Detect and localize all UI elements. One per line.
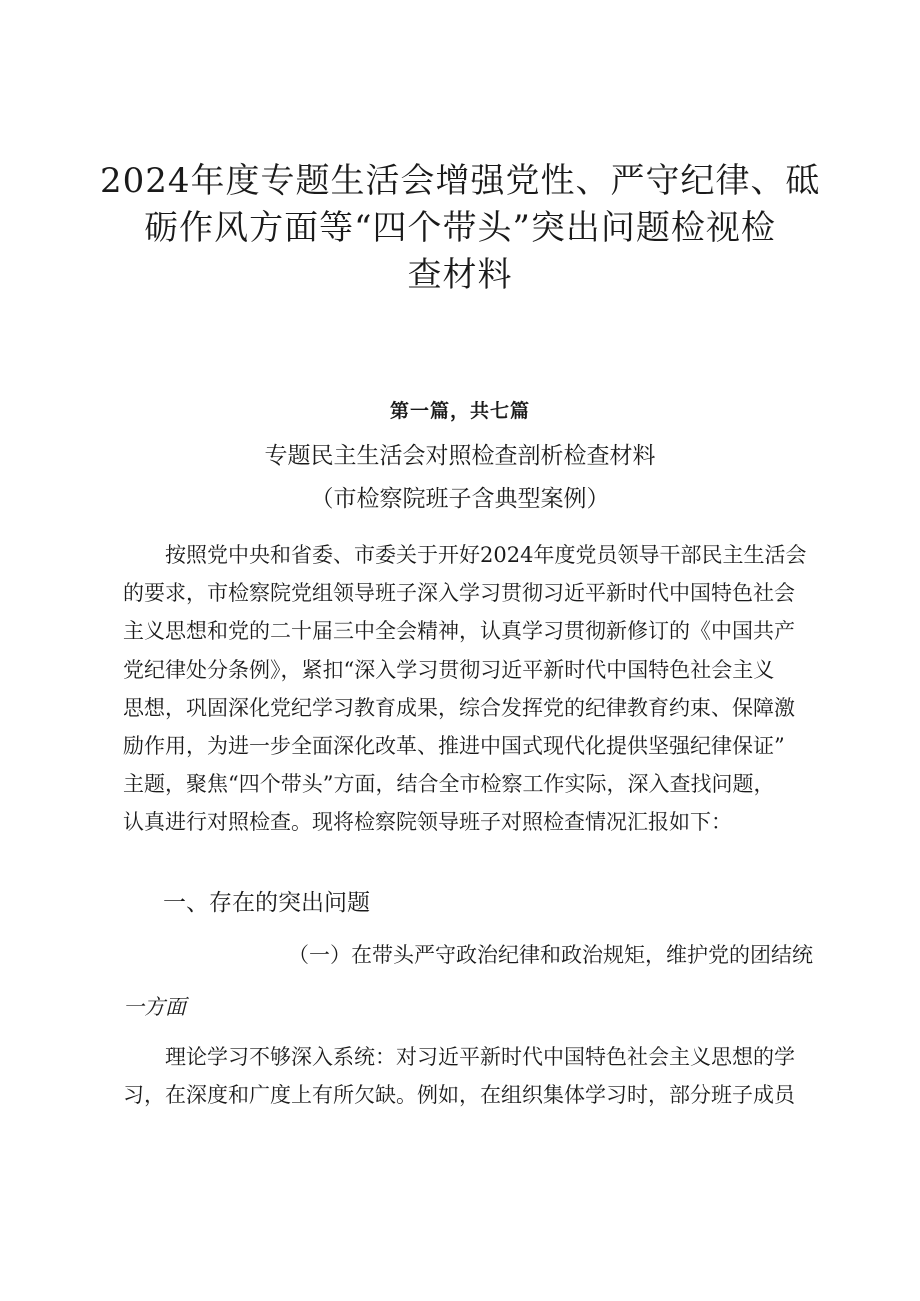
body-line: 理论学习不够深入系统：对习近平新时代中国特色社会主义思想的学 [165, 1045, 795, 1069]
title-line-3: 查材料 [407, 255, 513, 295]
intro-line: 党纪律处分条例》，紧扣“深入学习贯彻习近平新时代中国特色社会主义 [123, 657, 775, 682]
intro-line: 的要求，市检察院党组领导班子深入学习贯彻习近平新时代中国特色社会 [123, 581, 795, 606]
subsection-line-2: 一方面 [123, 995, 186, 1019]
document-title [100, 158, 820, 299]
section-heading: 一、存在的突出问题 [163, 890, 370, 916]
title-line-2: 砺作风方面等“四个带头”突出问题检视检 [144, 208, 776, 248]
intro-line: 励作用，为进一步全面深化改革、推进中国式现代化提供坚强纪律保证” [123, 734, 785, 759]
intro-line: 主义思想和党的二十届三中全会精神，认真学习贯彻新修订的《中国共产 [123, 619, 795, 644]
intro-line: 按照党中央和省委、市委关于开好2024年度党员领导干部民主生活会 [165, 543, 807, 567]
title-line-1: 2024年度专题生活会增强党性、严守纪律、砥 [100, 161, 821, 201]
body-line: 习，在深度和广度上有所欠缺。例如，在组织集体学习时，部分班子成员 [123, 1083, 795, 1108]
intro-line: 主题，聚焦“四个带头”方面，结合全市检察工作实际，深入查找问题， [123, 772, 775, 797]
body-paragraph [123, 1038, 813, 1114]
doc-subtitle: （市检察院班子含典型案例） [310, 486, 610, 512]
series-label: 第一篇，共七篇 [389, 400, 530, 422]
intro-paragraph [123, 536, 813, 842]
intro-line: 认真进行对照检查。现将检察院领导班子对照检查情况汇报如下： [123, 810, 732, 835]
subsection-heading [123, 929, 813, 1033]
intro-line: 思想，巩固深化党纪学习教育成果，综合发挥党的纪律教育约束、保障激 [123, 695, 795, 720]
doc-title: 专题民主生活会对照检查剖析检查材料 [264, 443, 656, 469]
subsection-line-1: （一）在带头严守政治纪律和政治规矩，维护党的团结统 [288, 943, 813, 967]
